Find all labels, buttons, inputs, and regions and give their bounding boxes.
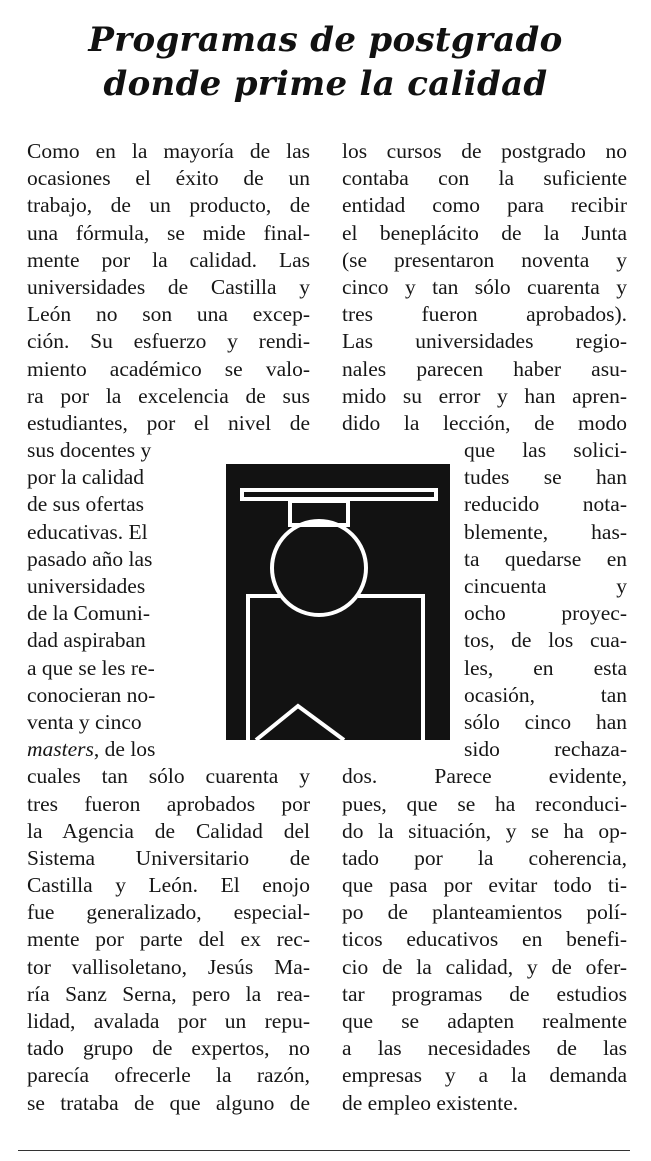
text-line: ocasión, tan bbox=[464, 682, 627, 707]
text-line: dos. Parece evidente, bbox=[342, 764, 627, 789]
text-line: sido rechaza- bbox=[464, 737, 627, 762]
text-line: tar programas de estudios bbox=[342, 981, 627, 1006]
text-line: mente por parte del ex rec- bbox=[27, 927, 310, 952]
text-line: pues, que se ha reconduci- bbox=[342, 791, 627, 816]
text-line: el beneplácito de la Junta bbox=[342, 220, 627, 245]
text-line: universidades de Castilla y bbox=[27, 274, 310, 299]
italic-line-tail: , de los bbox=[93, 737, 156, 762]
text-line: universidades bbox=[27, 574, 146, 598]
graduate-collar bbox=[256, 706, 344, 740]
headline-line-1: Programas de postgrado bbox=[88, 20, 563, 60]
text-line: se trataba de que alguno de bbox=[27, 1090, 310, 1115]
article-headline bbox=[0, 18, 651, 106]
text-line: ta quedarse en bbox=[464, 546, 627, 571]
text-line: tudes se han bbox=[464, 465, 627, 490]
text-line: ra por la excelencia de sus bbox=[27, 383, 310, 408]
text-line: tos, de los cua- bbox=[464, 628, 627, 653]
text-line: do la situación, y se ha op- bbox=[342, 818, 627, 843]
graduate-mortarboard-icon bbox=[226, 464, 450, 740]
text-line: tado por la coherencia, bbox=[342, 845, 627, 870]
text-line: entidad como para recibir bbox=[342, 193, 627, 218]
text-line: cincuenta y bbox=[464, 574, 627, 598]
text-line: miento académico se valo- bbox=[27, 356, 310, 381]
text-line: sus docentes y bbox=[27, 438, 152, 463]
text-line: dido la lección, de modo bbox=[342, 410, 627, 435]
graduate-illustration bbox=[226, 464, 450, 740]
text-line: que las solici- bbox=[464, 438, 627, 463]
text-line: les, en esta bbox=[464, 655, 627, 680]
text-line: Como en la mayoría de las bbox=[27, 139, 310, 163]
text-line: a que se les re- bbox=[27, 655, 155, 680]
text-line: la Agencia de Calidad del bbox=[27, 818, 310, 843]
text-line: reducido nota- bbox=[464, 492, 627, 517]
text-line: tres fueron aprobados). bbox=[342, 302, 627, 327]
text-line: de sus ofertas bbox=[27, 492, 145, 517]
text-line: tado grupo de expertos, no bbox=[27, 1036, 310, 1061]
text-line: cuales tan sólo cuarenta y bbox=[27, 764, 310, 789]
text-line: por la calidad bbox=[27, 465, 145, 490]
graduate-shoulders bbox=[248, 596, 423, 740]
text-line: mido su error y han apren- bbox=[342, 383, 627, 408]
text-line: tres fueron aprobados por bbox=[27, 791, 310, 816]
text-line: venta y cinco bbox=[27, 709, 142, 734]
text-line: tor vallisoletano, Jesús Ma- bbox=[27, 954, 310, 979]
text-line: blemente, has- bbox=[464, 519, 627, 544]
text-line: contaba con la suficiente bbox=[342, 166, 627, 191]
text-line: po de planteamientos polí- bbox=[342, 900, 627, 925]
text-line: empresas y a la demanda bbox=[342, 1063, 627, 1088]
text-line: (se presentaron noventa y bbox=[342, 247, 627, 272]
text-line: ocasiones el éxito de un bbox=[27, 166, 310, 191]
text-line: los cursos de postgrado no bbox=[342, 139, 627, 163]
text-line: mente por la calidad. Las bbox=[27, 247, 310, 272]
text-line: ocho proyec- bbox=[464, 601, 627, 626]
text-line: de empleo existente. bbox=[342, 1090, 519, 1115]
text-line: dad aspiraban bbox=[27, 628, 146, 653]
headline-line-2: donde prime la calidad bbox=[103, 64, 548, 104]
text-line: Sistema Universitario de bbox=[27, 845, 310, 870]
text-line: nales parecen haber asu- bbox=[342, 356, 627, 381]
bottom-rule bbox=[18, 1150, 630, 1151]
mortarboard-top bbox=[242, 490, 436, 499]
text-line: lidad, avalada por un repu- bbox=[27, 1009, 310, 1033]
text-line: que pasa por evitar todo ti- bbox=[342, 873, 627, 898]
text-line: ticos educativos en benefi- bbox=[342, 927, 627, 952]
text-line: a las necesidades de las bbox=[342, 1036, 627, 1061]
text-line: ción. Su esfuerzo y rendi- bbox=[27, 329, 310, 354]
text-line: cinco y tan sólo cuarenta y bbox=[342, 274, 627, 299]
text-line: educativas. El bbox=[27, 519, 148, 544]
text-line: pasado año las bbox=[27, 546, 153, 571]
text-line: parecía ofrecerle la razón, bbox=[27, 1063, 310, 1088]
text-line: conocieran no- bbox=[27, 682, 156, 707]
text-line: ría Sanz Serna, pero la rea- bbox=[27, 981, 310, 1006]
text-line: cio de la calidad, y de ofer- bbox=[342, 954, 627, 979]
text-line: Castilla y León. El enojo bbox=[27, 873, 310, 898]
text-line: Las universidades regio- bbox=[342, 329, 627, 354]
italic-word: masters bbox=[27, 737, 94, 762]
graduate-head bbox=[272, 521, 366, 615]
text-line bbox=[27, 736, 310, 763]
text-line: estudiantes, por el nivel de bbox=[27, 410, 310, 435]
text-line: de la Comuni- bbox=[27, 601, 151, 626]
text-line: fue generalizado, especial- bbox=[27, 900, 310, 925]
text-line: que se adapten realmente bbox=[342, 1009, 627, 1033]
text-line: una fórmula, se mide final- bbox=[27, 220, 310, 245]
text-line: sólo cinco han bbox=[464, 709, 627, 734]
text-line: León no son una excep- bbox=[27, 302, 310, 327]
text-line: trabajo, de un producto, de bbox=[27, 193, 310, 218]
